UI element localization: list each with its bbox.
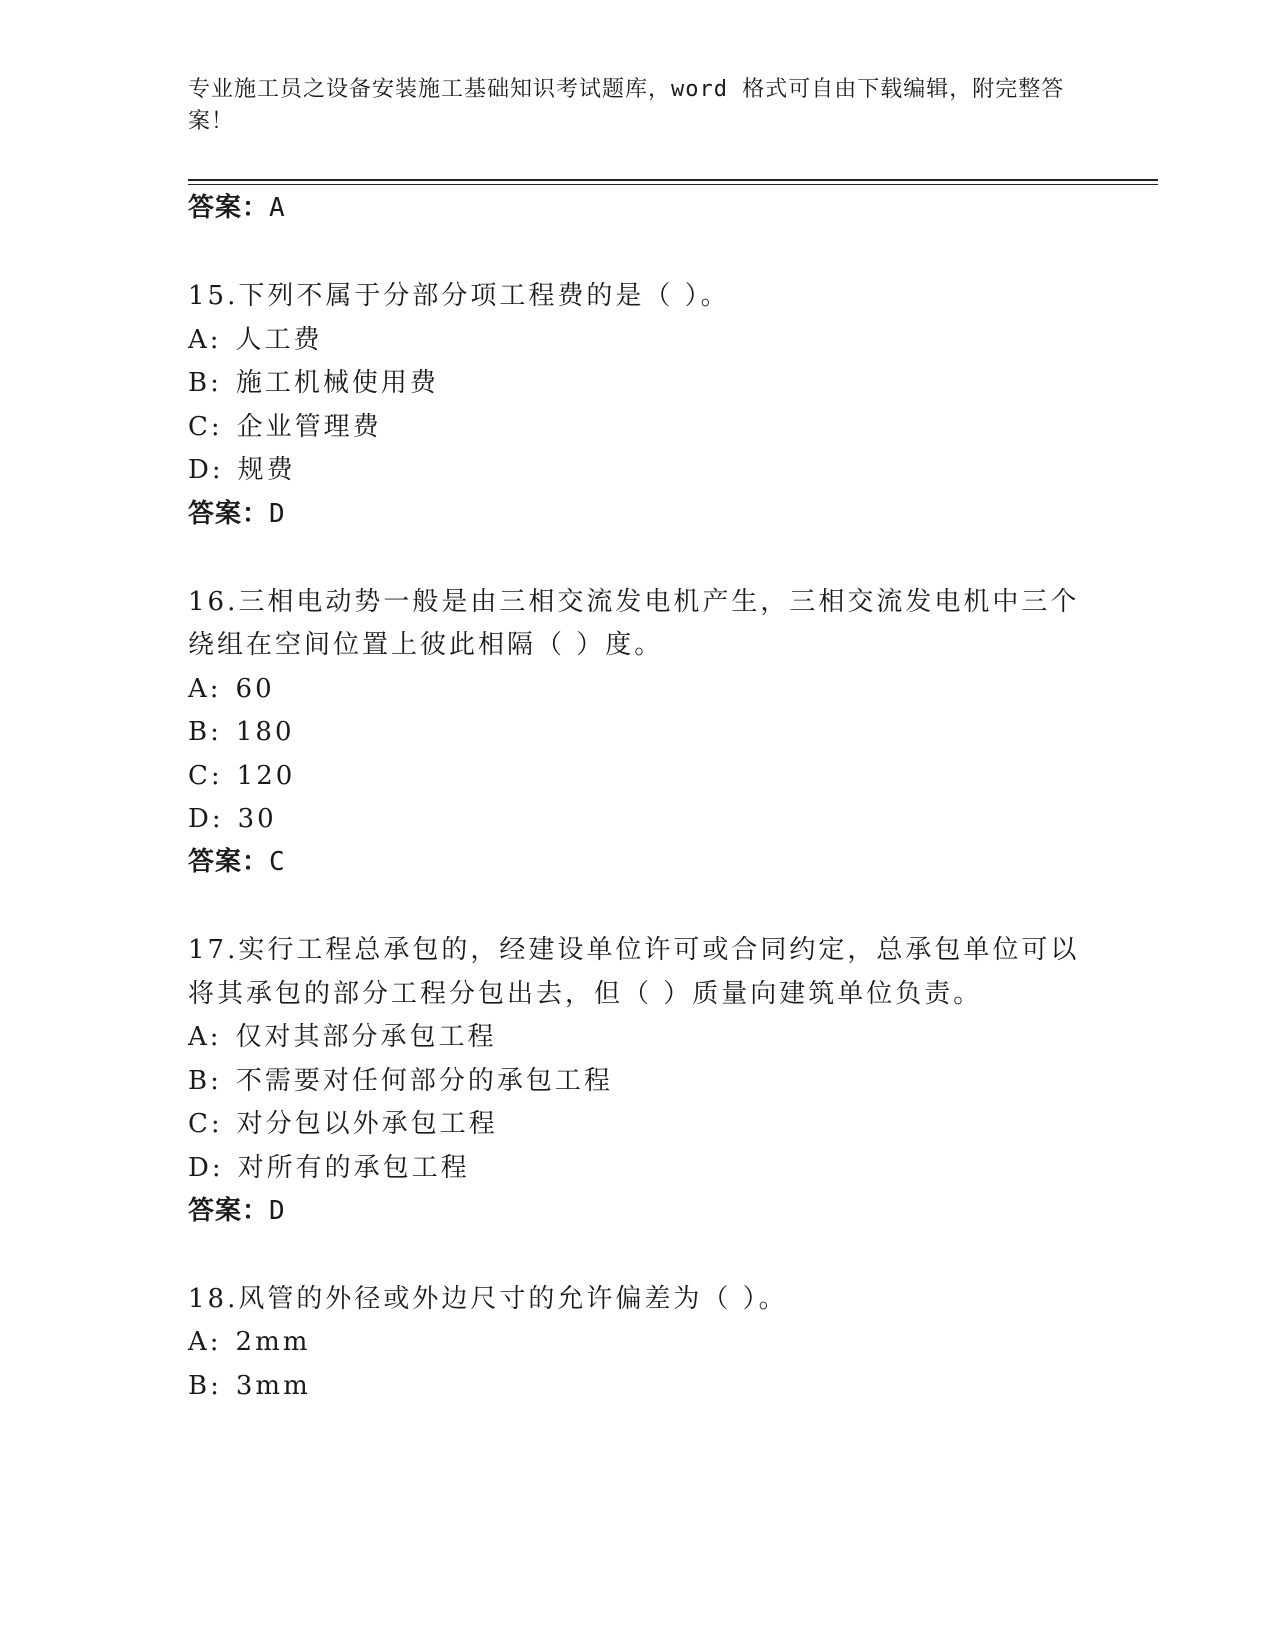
- option-text: 仅对其部分承包工程: [235, 1022, 497, 1052]
- document-header: 专业施工员之设备安装施工基础知识考试题库，word 格式可自由下载编辑，附完整答案！: [188, 77, 1065, 134]
- question-17-option-c: [188, 1107, 498, 1141]
- header-rule-thin: [188, 184, 1158, 185]
- option-text: 180: [235, 717, 295, 747]
- option-text: 3mm: [235, 1371, 311, 1401]
- option-label: A:: [188, 325, 222, 355]
- question-17-option-d: [188, 1151, 470, 1185]
- question-16-option-c: [188, 759, 295, 793]
- question-15-answer: [188, 497, 286, 531]
- question-18-option-a: [188, 1325, 310, 1359]
- question-18-stem: 18.风管的外径或外边尺寸的允许偏差为（ ）。: [188, 1284, 788, 1314]
- answer-value: D: [269, 499, 286, 529]
- option-label: A:: [188, 674, 222, 704]
- question-17-option-a: [188, 1020, 497, 1054]
- option-text: 施工机械使用费: [235, 368, 439, 398]
- answer-value: C: [269, 847, 286, 877]
- option-text: 人工费: [235, 325, 323, 355]
- option-label: B:: [188, 717, 222, 747]
- answer-label: 答案：: [188, 499, 270, 529]
- question-16-option-a: [188, 672, 275, 706]
- option-text: 对分包以外承包工程: [236, 1109, 498, 1139]
- answer-label: 答案：: [188, 1196, 270, 1226]
- option-text: 30: [237, 804, 277, 834]
- option-label: D:: [188, 804, 224, 834]
- question-15-option-a: [188, 323, 323, 357]
- option-text: 规费: [237, 455, 296, 485]
- question-17-option-b: [188, 1064, 613, 1098]
- question-16-option-b: [188, 715, 295, 749]
- option-label: A:: [188, 1022, 222, 1052]
- option-text: 不需要对任何部分的承包工程: [235, 1066, 613, 1096]
- option-label: C:: [188, 1109, 223, 1139]
- option-text: 2mm: [235, 1327, 311, 1357]
- option-label: D:: [188, 1153, 224, 1183]
- question-18-option-b: [188, 1369, 311, 1403]
- question-16-stem-line-1: 16.三相电动势一般是由三相交流发电机产生，三相交流发电机中三个: [188, 587, 1080, 617]
- question-15-option-c: [188, 410, 382, 444]
- answer-value: A: [269, 193, 286, 223]
- question-17-answer: [188, 1194, 286, 1228]
- option-label: B:: [188, 368, 222, 398]
- option-label: D:: [188, 455, 224, 485]
- answer-line-prev: [188, 191, 286, 225]
- header-rule-thick: [188, 179, 1158, 181]
- option-text: 企业管理费: [236, 412, 382, 442]
- question-16-stem-line-2: 绕组在空间位置上彼此相隔（ ）度。: [188, 630, 664, 660]
- option-text: 对所有的承包工程: [237, 1153, 470, 1183]
- answer-label: 答案：: [188, 847, 270, 877]
- option-label: B:: [188, 1371, 222, 1401]
- option-label: C:: [188, 761, 223, 791]
- question-16-answer: [188, 845, 286, 879]
- question-17-stem-line-1: 17.实行工程总承包的，经建设单位许可或合同约定，总承包单位可以: [188, 935, 1080, 965]
- option-label: A:: [188, 1327, 222, 1357]
- question-17-stem-line-2: 将其承包的部分工程分包出去，但（ ）质量向建筑单位负责。: [188, 979, 983, 1009]
- question-15-option-d: [188, 453, 296, 487]
- option-label: B:: [188, 1066, 222, 1096]
- question-15-stem: 15.下列不属于分部分项工程费的是（ ）。: [188, 281, 730, 311]
- question-15-option-b: [188, 366, 439, 400]
- option-text: 60: [235, 674, 275, 704]
- option-text: 120: [236, 761, 296, 791]
- answer-value: D: [269, 1196, 286, 1226]
- answer-label: 答案：: [188, 193, 270, 223]
- question-16-option-d: [188, 802, 277, 836]
- option-label: C:: [188, 412, 223, 442]
